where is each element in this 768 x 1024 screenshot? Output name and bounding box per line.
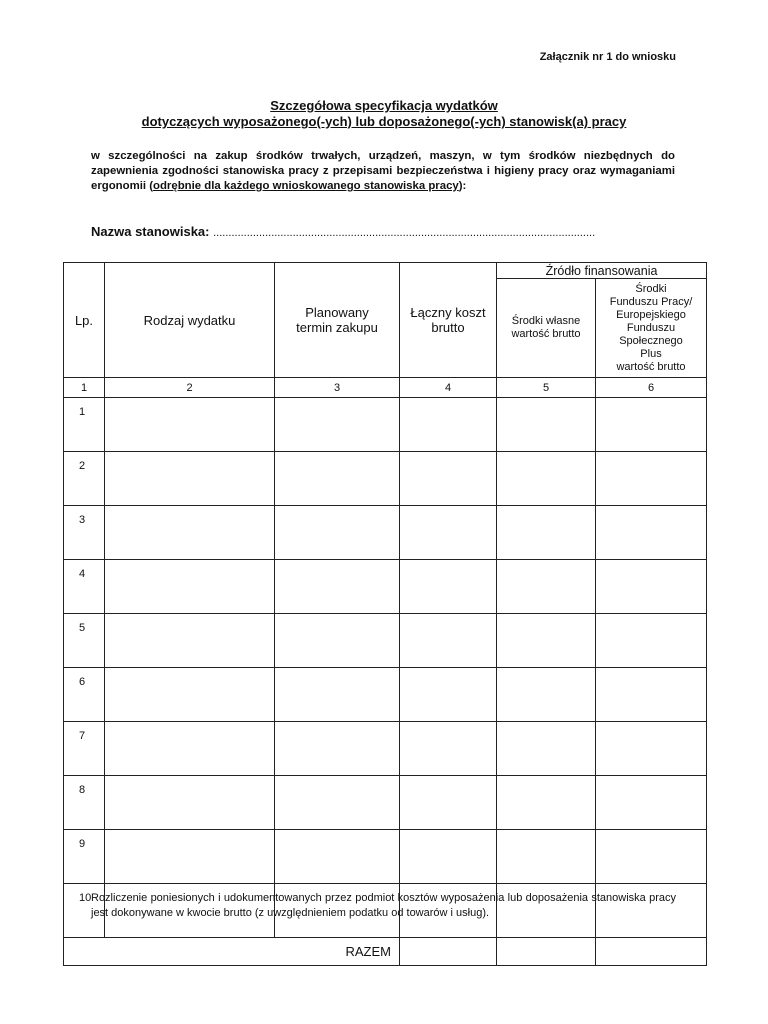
column-number: 6 <box>596 378 707 398</box>
total-cell[interactable] <box>400 938 497 966</box>
table-cell[interactable] <box>105 560 275 614</box>
header-own-funds-line1: Środki własne <box>511 315 581 327</box>
table-cell[interactable] <box>275 614 400 668</box>
table-cell[interactable] <box>400 614 497 668</box>
table-row <box>64 452 707 506</box>
header-planned-date-line1: Planowany <box>305 305 369 320</box>
table-row <box>64 830 707 884</box>
column-number: 5 <box>497 378 596 398</box>
table-cell[interactable] <box>105 614 275 668</box>
header-labour-fund-line5: Społecznego <box>619 334 683 347</box>
table-cell[interactable] <box>596 722 707 776</box>
table-cell[interactable] <box>497 398 596 452</box>
row-number: 1 <box>64 398 105 452</box>
table-cell[interactable] <box>105 776 275 830</box>
total-row <box>64 938 707 966</box>
table-row <box>64 398 707 452</box>
table-row <box>64 506 707 560</box>
table-cell[interactable] <box>596 614 707 668</box>
title-line-2: dotyczących wyposażonego(-ych) lub doposażonego(-ych) stanowisk(a) pracy <box>141 114 627 129</box>
table-cell[interactable] <box>105 506 275 560</box>
table-cell[interactable] <box>497 506 596 560</box>
table-cell[interactable] <box>275 722 400 776</box>
table-row <box>64 722 707 776</box>
table-cell[interactable] <box>497 776 596 830</box>
table-cell[interactable] <box>275 560 400 614</box>
document-title <box>0 98 768 130</box>
column-number: 3 <box>275 378 400 398</box>
intro-closing: ): <box>458 180 467 192</box>
table-row <box>64 560 707 614</box>
header-planned-date <box>275 263 400 378</box>
table-cell[interactable] <box>275 452 400 506</box>
title-line-1: Szczegółowa specyfikacja wydatków <box>270 98 498 113</box>
table-cell[interactable] <box>400 398 497 452</box>
intro-paragraph <box>91 149 675 194</box>
header-expense-type: Rodzaj wydatku <box>105 263 275 378</box>
table-cell[interactable] <box>400 506 497 560</box>
table-cell[interactable] <box>400 776 497 830</box>
table-cell[interactable] <box>400 560 497 614</box>
annex-label: Załącznik nr 1 do wniosku <box>539 51 676 63</box>
table-cell[interactable] <box>400 452 497 506</box>
header-total-cost-line1: Łączny koszt <box>410 305 486 320</box>
header-labour-fund-line1: Środki <box>635 282 667 295</box>
table-cell[interactable] <box>497 452 596 506</box>
table-cell[interactable] <box>400 668 497 722</box>
row-number: 2 <box>64 452 105 506</box>
intro-underlined: odrębnie dla każdego wnioskowanego stanowiska pracy <box>153 180 459 192</box>
table-cell[interactable] <box>596 776 707 830</box>
row-number: 7 <box>64 722 105 776</box>
table-cell[interactable] <box>596 506 707 560</box>
table-cell[interactable] <box>105 722 275 776</box>
expense-table <box>63 262 707 966</box>
row-number: 4 <box>64 560 105 614</box>
table-cell[interactable] <box>275 830 400 884</box>
row-number: 8 <box>64 776 105 830</box>
row-number: 5 <box>64 614 105 668</box>
table-cell[interactable] <box>596 560 707 614</box>
total-cell[interactable] <box>497 938 596 966</box>
header-labour-fund <box>596 279 707 378</box>
header-labour-fund-line7: wartość brutto <box>616 360 686 373</box>
table-cell[interactable] <box>105 452 275 506</box>
header-labour-fund-line2: Funduszu Pracy/ <box>609 295 693 308</box>
total-label: RAZEM <box>64 938 400 966</box>
header-own-funds <box>497 279 596 378</box>
intro-text: w szczególności na zakup środków trwałych, urządzeń, maszyn, w tym środków niezbędnych do zapewnienia zgodności stanowiska pracy z przepisami bezpieczeństwa i higieny pracy oraz wymaganiami ergonomii ( <box>91 150 675 192</box>
header-funding-source: Źródło finansowania <box>497 263 707 279</box>
table-cell[interactable] <box>497 614 596 668</box>
table-cell[interactable] <box>497 560 596 614</box>
header-total-cost-line2: brutto <box>431 320 465 335</box>
footnote: Rozliczenie poniesionych i udokumentowanych przez podmiot kosztów wyposażenia lub doposażenia stanowiska pracy jest dokonywane w kwocie brutto (z uwzględnieniem podatku od towarów i usług). <box>91 892 676 919</box>
table-cell[interactable] <box>275 776 400 830</box>
header-planned-date-line2: termin zakupu <box>296 320 378 335</box>
table-row <box>64 776 707 830</box>
header-own-funds-line2: wartość brutto <box>511 328 581 340</box>
header-labour-fund-line3: Europejskiego <box>616 308 686 321</box>
table-cell[interactable] <box>596 398 707 452</box>
data-rows <box>64 398 707 938</box>
table-cell[interactable] <box>596 668 707 722</box>
table-cell[interactable] <box>497 668 596 722</box>
table-cell[interactable] <box>105 398 275 452</box>
position-dots[interactable]: ............................................................................................................................. <box>213 227 596 239</box>
table-cell[interactable] <box>497 830 596 884</box>
table-cell[interactable] <box>275 668 400 722</box>
column-number: 1 <box>64 378 105 398</box>
position-label: Nazwa stanowiska: <box>91 224 210 239</box>
table-cell[interactable] <box>596 452 707 506</box>
table-cell[interactable] <box>400 722 497 776</box>
table-row <box>64 614 707 668</box>
row-number: 6 <box>64 668 105 722</box>
table-cell[interactable] <box>275 506 400 560</box>
table-cell[interactable] <box>275 398 400 452</box>
header-lp: Lp. <box>64 263 105 378</box>
table-cell[interactable] <box>497 722 596 776</box>
column-number: 4 <box>400 378 497 398</box>
row-number: 10 <box>64 884 105 938</box>
table-cell[interactable] <box>105 830 275 884</box>
table-cell[interactable] <box>400 830 497 884</box>
column-number: 2 <box>105 378 275 398</box>
total-cell[interactable] <box>596 938 707 966</box>
header-total-cost <box>400 263 497 378</box>
row-number: 3 <box>64 506 105 560</box>
position-name-field <box>91 224 681 239</box>
table-cell[interactable] <box>596 830 707 884</box>
column-number-row <box>64 378 707 398</box>
table-row <box>64 668 707 722</box>
table-cell[interactable] <box>105 668 275 722</box>
row-number: 9 <box>64 830 105 884</box>
header-labour-fund-line4: Funduszu <box>626 321 676 334</box>
header-labour-fund-line6: Plus <box>640 347 662 360</box>
